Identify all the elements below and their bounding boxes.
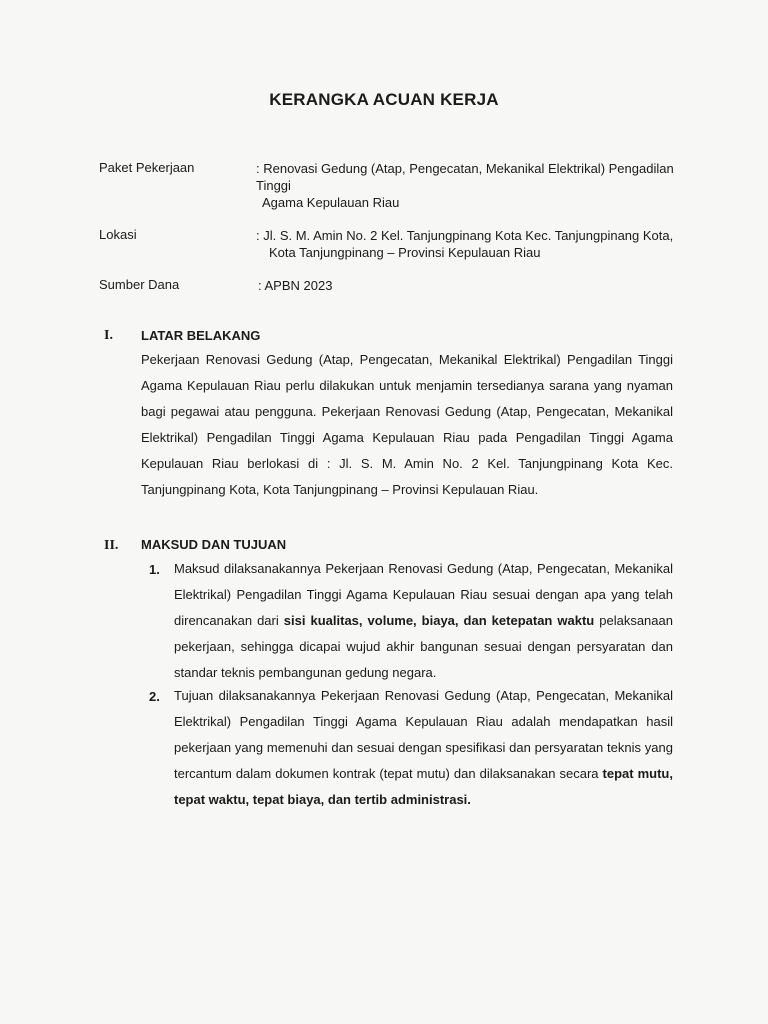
item-text-part: tercantum dalam dokumen kontrak (tepat mutu) dan dilaksanakan secara bbox=[174, 766, 603, 781]
item-line: standar teknis pembangunan gedung negara. bbox=[174, 665, 437, 680]
lokasi-line: : Jl. S. M. Amin No. 2 Kel. Tanjungpinang Kota Kec. Tanjungpinang Kota, bbox=[256, 228, 674, 243]
list-item-number: 2. bbox=[149, 689, 160, 704]
item-text-part: pelaksanaan bbox=[594, 613, 673, 628]
item-line bbox=[174, 761, 673, 787]
list-item-number: 1. bbox=[149, 562, 160, 577]
paragraph-line: Elektrikal) Pengadilan Tinggi Agama Kepulauan Riau pada Pengadilan Tinggi Agama bbox=[141, 430, 673, 445]
lokasi-line: Kota Tanjungpinang – Provinsi Kepulauan Riau bbox=[269, 245, 541, 260]
paragraph-line: Tanjungpinang Kota, Kota Tanjungpinang – Provinsi Kepulauan Riau. bbox=[141, 482, 539, 497]
paragraph-line: Agama Kepulauan Riau perlu dilakukan untuk menjamin tersedianya sarana yang nyaman bbox=[141, 378, 673, 393]
sumber-label: Sumber Dana bbox=[99, 277, 180, 292]
paragraph-line: bagi pegawai atau pengguna. Pekerjaan Renovasi Gedung (Atap, Pengecatan, Mekanikal bbox=[141, 404, 673, 419]
item-text-part: direncanakan dari bbox=[174, 613, 284, 628]
list-item-text bbox=[174, 683, 673, 813]
section-title: LATAR BELAKANG bbox=[141, 328, 261, 343]
item-line: Elektrikal) Pengadilan Tinggi Agama Kepulauan Riau adalah mendapatkan hasil bbox=[174, 714, 673, 729]
item-line: Tujuan dilaksanakannya Pekerjaan Renovasi Gedung (Atap, Pengecatan, Mekanikal bbox=[174, 688, 673, 703]
item-line: pekerjaan, sehingga dicapai wujud akhir bangunan sesuai dengan persyaratan dan bbox=[174, 639, 673, 654]
item-line bbox=[174, 608, 673, 634]
paket-line: Tinggi bbox=[256, 178, 291, 193]
paragraph-line: Kepulauan Riau berlokasi di : Jl. S. M. Amin No. 2 Kel. Tanjungpinang Kota Kec. bbox=[141, 456, 673, 471]
lokasi-label: Lokasi bbox=[99, 227, 137, 242]
paket-line: : Renovasi Gedung (Atap, Pengecatan, Mekanikal Elektrikal) Pengadilan bbox=[256, 161, 674, 176]
paket-label: Paket Pekerjaan bbox=[99, 160, 195, 175]
section-paragraph bbox=[141, 347, 673, 503]
item-line: tepat waktu, tepat biaya, dan tertib administrasi. bbox=[174, 792, 471, 807]
list-item-text bbox=[174, 556, 673, 686]
item-line: pekerjaan yang memenuhi dan sesuai dengan spesifikasi dan persyaratan teknis yang bbox=[174, 740, 673, 755]
section-title: MAKSUD DAN TUJUAN bbox=[141, 537, 287, 552]
paragraph-line: Pekerjaan Renovasi Gedung (Atap, Pengecatan, Mekanikal Elektrikal) Pengadilan Tinggi bbox=[141, 352, 673, 367]
sumber-value: : APBN 2023 bbox=[258, 278, 333, 293]
section-number: II. bbox=[104, 538, 119, 553]
item-bold-text: sisi kualitas, volume, biaya, dan ketepatan waktu bbox=[283, 613, 595, 628]
item-line: Maksud dilaksanakannya Pekerjaan Renovasi Gedung (Atap, Pengecatan, Mekanikal bbox=[174, 561, 673, 576]
lokasi-value bbox=[256, 227, 686, 261]
item-bold-text: tepat mutu, bbox=[602, 766, 673, 781]
document-title: KERANGKA ACUAN KERJA bbox=[269, 90, 499, 109]
item-line: Elektrikal) Pengadilan Tinggi Agama Kepulauan Riau sesuai dengan apa yang telah bbox=[174, 587, 673, 602]
section-number: I. bbox=[104, 328, 113, 343]
paket-value bbox=[256, 160, 686, 211]
paket-line: Agama Kepulauan Riau bbox=[262, 195, 400, 210]
